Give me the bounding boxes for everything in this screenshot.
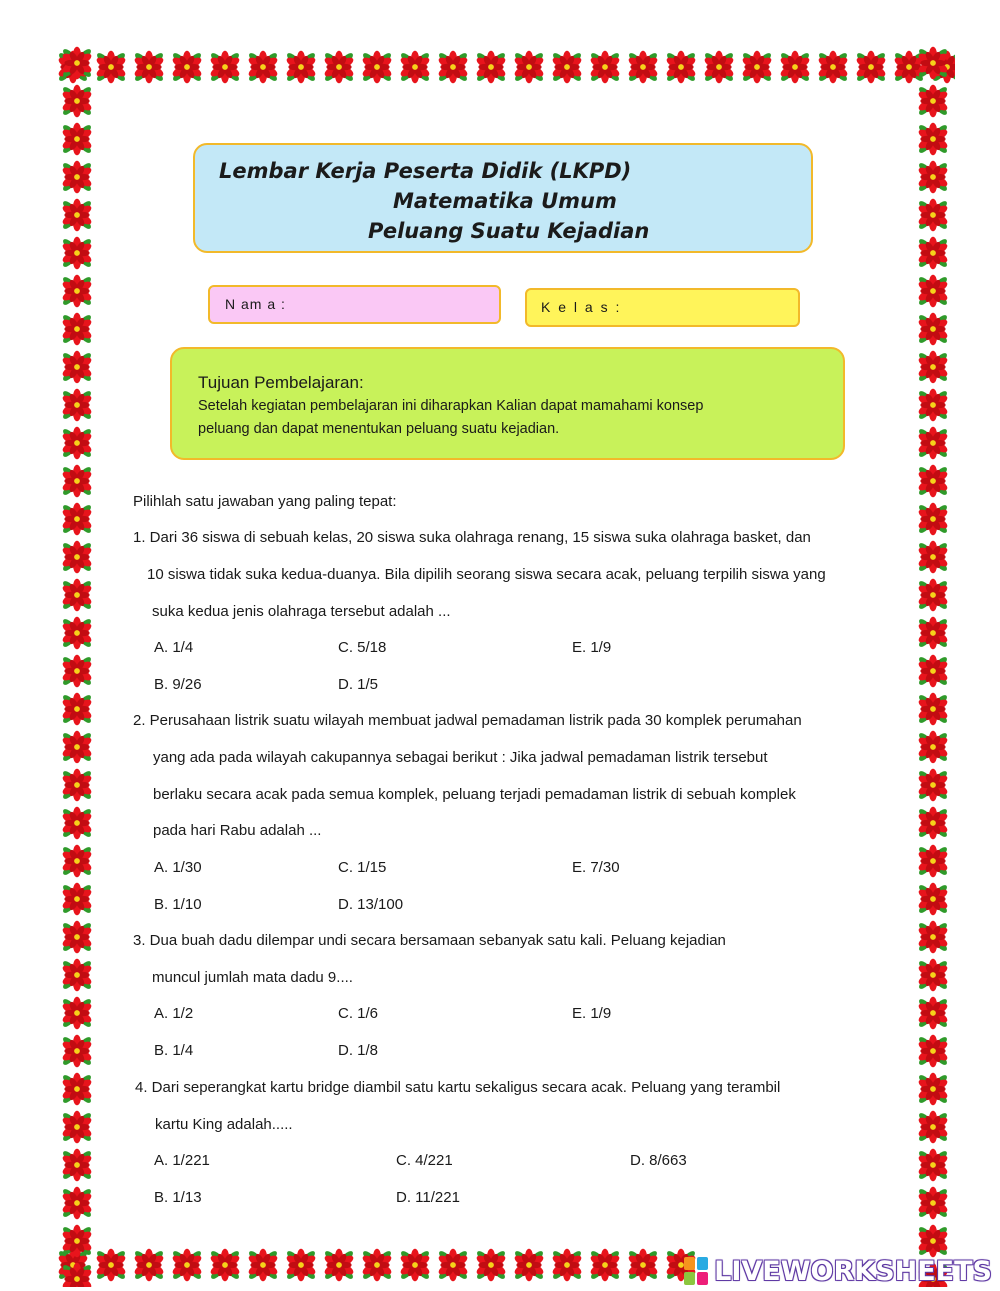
title-line-2: Matematika Umum [393,189,617,213]
poinsettia-icon [915,387,951,423]
poinsettia-icon [587,49,623,85]
liveworksheets-text: LIVEWORKSHEETS [714,1256,992,1287]
poinsettia-icon [915,1109,951,1145]
question-1-line-3: suka kedua jenis olahraga tersebut adalah ... [152,603,451,620]
poinsettia-icon [915,805,951,841]
poinsettia-icon [511,49,547,85]
poinsettia-icon [915,83,951,119]
poinsettia-icon [131,1247,167,1283]
poinsettia-icon [915,1185,951,1221]
question-2-option-a[interactable]: A. 1/30 [154,859,202,876]
poinsettia-icon [511,1247,547,1283]
question-4-option-b[interactable]: B. 1/13 [154,1189,202,1206]
poinsettia-icon [59,729,95,765]
poinsettia-icon [245,49,281,85]
poinsettia-icon [59,1147,95,1183]
tujuan-line-2: peluang dan dapat menentukan peluang suatu kejadian. [198,421,560,437]
poinsettia-icon [915,843,951,879]
question-2-line-2: yang ada pada wilayah cakupannya sebagai berikut : Jika jadwal pemadaman listrik tersebut [153,749,768,766]
poinsettia-icon [207,49,243,85]
question-3-line-1: 3. Dua buah dadu dilempar undi secara bersamaan sebanyak satu kali. Peluang kejadian [133,932,726,949]
poinsettia-icon [59,45,95,81]
poinsettia-icon [59,197,95,233]
poinsettia-icon [915,349,951,385]
poinsettia-icon [853,49,889,85]
poinsettia-icon [625,1247,661,1283]
poinsettia-icon [283,49,319,85]
poinsettia-icon [915,1147,951,1183]
poinsettia-icon [59,159,95,195]
poinsettia-icon [915,425,951,461]
poinsettia-icon [915,577,951,613]
border-right [911,45,955,1287]
question-1-option-d[interactable]: D. 1/5 [338,676,379,693]
poinsettia-icon [915,1223,951,1259]
poinsettia-icon [207,1247,243,1283]
tujuan-line-1: Setelah kegiatan pembelajaran ini diharapkan Kalian dapat mamahami konsep [198,398,704,414]
poinsettia-icon [473,1247,509,1283]
poinsettia-icon [59,425,95,461]
poinsettia-icon [915,501,951,537]
poinsettia-icon [59,1261,95,1287]
poinsettia-icon [59,957,95,993]
poinsettia-icon [245,1247,281,1283]
poinsettia-icon [59,691,95,727]
poinsettia-icon [59,539,95,575]
poinsettia-icon [915,919,951,955]
poinsettia-icon [739,49,775,85]
poinsettia-icon [549,49,585,85]
poinsettia-icon [915,995,951,1031]
poinsettia-icon [915,539,951,575]
poinsettia-icon [915,463,951,499]
poinsettia-icon [915,121,951,157]
poinsettia-icon [359,1247,395,1283]
liveworksheets-logo [684,1256,992,1287]
kelas-label: K e l a s : [541,299,622,315]
question-3-option-a[interactable]: A. 1/2 [154,1005,194,1022]
border-left [55,45,99,1287]
question-1-option-c[interactable]: C. 5/18 [338,639,387,656]
poinsettia-icon [59,653,95,689]
question-3-option-d[interactable]: D. 1/8 [338,1042,379,1059]
poinsettia-icon [283,1247,319,1283]
question-2-option-e[interactable]: E. 7/30 [572,859,620,876]
poinsettia-icon [915,1033,951,1069]
tujuan-heading: Tujuan Pembelajaran: [198,373,364,392]
question-1-option-e[interactable]: E. 1/9 [572,639,612,656]
poinsettia-icon [321,49,357,85]
question-2-option-c[interactable]: C. 1/15 [338,859,387,876]
poinsettia-icon [701,49,737,85]
question-4-option-a[interactable]: A. 1/221 [154,1152,210,1169]
question-2-option-b[interactable]: B. 1/10 [154,896,202,913]
poinsettia-icon [915,691,951,727]
poinsettia-icon [915,273,951,309]
poinsettia-icon [59,463,95,499]
poinsettia-icon [59,311,95,347]
poinsettia-icon [915,197,951,233]
poinsettia-icon [473,49,509,85]
instruction: Pilihlah satu jawaban yang paling tepat: [133,493,397,510]
question-4-option-d2[interactable]: D. 8/663 [630,1152,687,1169]
poinsettia-icon [59,1033,95,1069]
poinsettia-icon [915,235,951,271]
poinsettia-icon [59,501,95,537]
poinsettia-icon [915,615,951,651]
question-2-option-d[interactable]: D. 13/100 [338,896,404,913]
poinsettia-icon [777,49,813,85]
poinsettia-icon [915,767,951,803]
title-line-1: Lembar Kerja Peserta Didik (LKPD) [219,159,632,183]
liveworksheets-icon [684,1257,710,1287]
poinsettia-icon [321,1247,357,1283]
poinsettia-icon [915,957,951,993]
question-4-option-d[interactable]: D. 11/221 [396,1189,460,1206]
poinsettia-icon [59,843,95,879]
question-3-line-2: muncul jumlah mata dadu 9.... [152,969,353,986]
question-1-option-b[interactable]: B. 9/26 [154,676,202,693]
border-top [55,45,955,89]
poinsettia-icon [59,387,95,423]
poinsettia-icon [435,1247,471,1283]
poinsettia-icon [359,49,395,85]
question-3-option-c[interactable]: C. 1/6 [338,1005,379,1022]
poinsettia-icon [59,805,95,841]
poinsettia-icon [397,49,433,85]
poinsettia-icon [549,1247,585,1283]
poinsettia-icon [59,273,95,309]
title-line-3: Peluang Suatu Kejadian [368,219,650,243]
poinsettia-icon [59,121,95,157]
poinsettia-icon [59,1071,95,1107]
nama-field[interactable] [208,285,501,324]
poinsettia-icon [915,881,951,917]
question-1-line-2: 10 siswa tidak suka kedua-duanya. Bila dipilih seorang siswa secara acak, peluang terpilih siswa yang [147,566,826,583]
poinsettia-icon [915,159,951,195]
nama-label: N am a : [225,296,286,312]
question-4-line-1: 4. Dari seperangkat kartu bridge diambil satu kartu sekaligus secara acak. Peluang yang terambil [135,1079,781,1096]
poinsettia-icon [59,767,95,803]
question-4-option-c[interactable]: C. 4/221 [396,1152,453,1169]
poinsettia-icon [915,311,951,347]
poinsettia-icon [59,1109,95,1145]
question-1-line-1: 1. Dari 36 siswa di sebuah kelas, 20 siswa suka olahraga renang, 15 siswa suka olahraga basket, dan [133,529,811,546]
poinsettia-icon [915,653,951,689]
poinsettia-icon [59,577,95,613]
question-3-option-b[interactable]: B. 1/4 [154,1042,194,1059]
poinsettia-icon [59,615,95,651]
poinsettia-icon [815,49,851,85]
question-4-line-2: kartu King adalah..... [155,1116,293,1133]
poinsettia-icon [663,49,699,85]
poinsettia-icon [915,45,951,81]
tujuan-box [170,347,845,460]
question-2-line-4: pada hari Rabu adalah ... [153,822,322,839]
poinsettia-icon [169,49,205,85]
poinsettia-icon [59,235,95,271]
poinsettia-icon [59,995,95,1031]
poinsettia-icon [59,1223,95,1259]
tujuan-text [198,395,818,441]
poinsettia-icon [59,83,95,119]
poinsettia-icon [397,1247,433,1283]
poinsettia-icon [587,1247,623,1283]
poinsettia-icon [59,919,95,955]
poinsettia-icon [59,349,95,385]
poinsettia-icon [915,1071,951,1107]
poinsettia-icon [915,729,951,765]
poinsettia-icon [625,49,661,85]
title-box [193,143,813,253]
question-3-option-e[interactable]: E. 1/9 [572,1005,612,1022]
poinsettia-icon [169,1247,205,1283]
poinsettia-icon [59,881,95,917]
question-1-option-a[interactable]: A. 1/4 [154,639,194,656]
poinsettia-icon [59,1185,95,1221]
question-2-line-1: 2. Perusahaan listrik suatu wilayah membuat jadwal pemadaman listrik pada 30 komplek perumahan [133,712,802,729]
poinsettia-icon [435,49,471,85]
question-2-line-3: berlaku secara acak pada semua komplek, peluang terjadi pemadaman listrik di sebuah komplek [153,786,796,803]
kelas-field[interactable] [525,288,800,327]
poinsettia-icon [131,49,167,85]
